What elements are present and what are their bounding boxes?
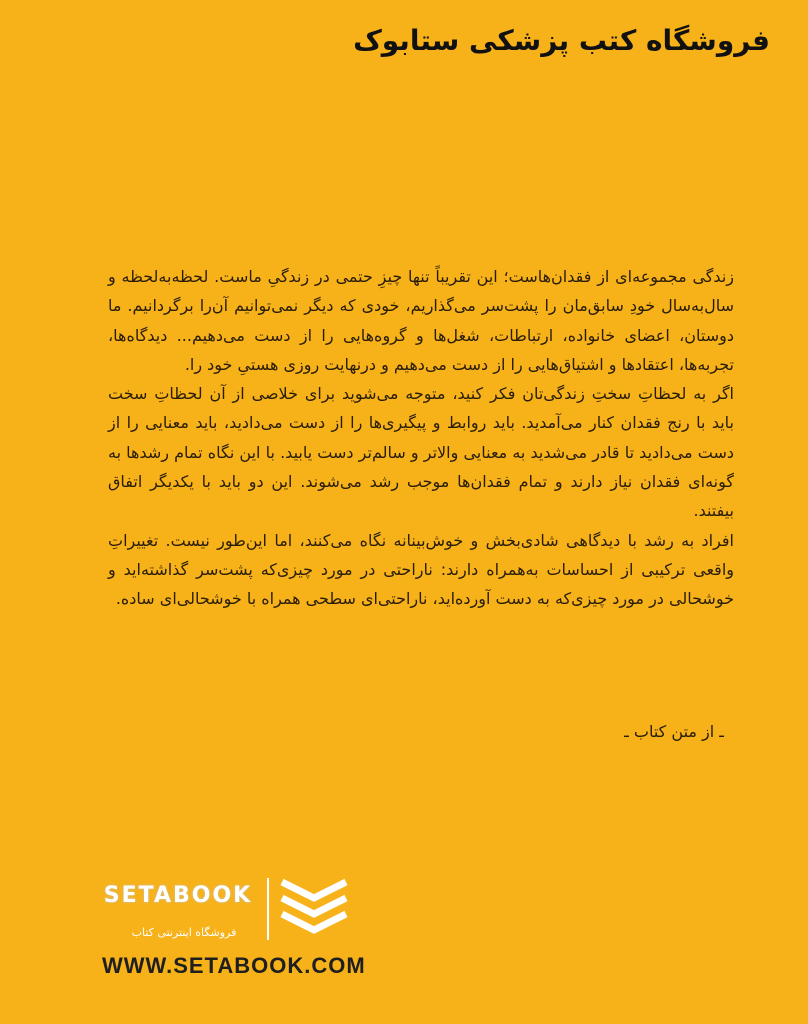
excerpt-paragraph: افراد به رشد با دیدگاهی شادی‌بخش و خوش‌بینانه نگاه می‌کنند، اما این‌طور نیست. تغییراتِ واقعی ترکیبی از احساسات به‌همراه دارند: ناراحتی در مورد چیزی‌که پشت‌سر گذاشته‌اید و خوشحالی در مورد چیزی‌که به دست آورده‌اید، ناراحتی‌ای سطحی همراه با خوشحالی‌ای ساده. (108, 530, 734, 609)
website-url[interactable]: WWW.SETABOOK.COM (102, 953, 366, 978)
excerpt-text (108, 262, 734, 614)
logo-wordmark: SETABOOK (103, 883, 253, 908)
logo-tagline: فروشگاه اینترنتی کتاب (131, 926, 237, 939)
excerpt-paragraph: زندگی مجموعه‌ای از فقدان‌هاست؛ این تقریباً تنها چیزِ حتمی در زندگیِ ماست. لحظه‌به‌لحظه و سال‌به‌سال خودِ سابق‌مان را پشت‌سر می‌گذاریم، خودی که دیگر نمی‌توانیم آن‌را برگردانیم. ما دوستان، اعضای خانواده، ارتباطات، شغل‌ها و گروه‌هایی را از دست می‌دهیم... دیدگاه‌ها، تجربه‌ها، اعتقادها و اشتیاق‌هایی را از دست می‌دهیم و درنهایت روزی هستیِ خود را. (108, 267, 734, 374)
source-note: ـ از متن کتاب ـ (624, 722, 724, 741)
store-title: فروشگاه کتب پزشکی ستابوک (353, 24, 770, 57)
excerpt-paragraph: اگر به لحظاتِ سختِ زندگی‌تان فکر کنید، متوجه می‌شوید برای خلاصی از آن لحظاتِ سخت باید با رنج فقدان کنار می‌آمدید. باید روابط و پیگیری‌ها را از دست می‌دادید، باید معنایی را از دست می‌دادید تا قادر می‌شدید به معنایی والاتر و سالم‌تر دست یابید. با این نگاه تمام رشدها به گونه‌ای فقدان نیاز دارند و تمام فقدان‌ها موجب رشد می‌شوند. این دو باید با یکدیگر اتفاق بیفتند. (108, 384, 734, 521)
setabook-logo (96, 874, 356, 944)
stacked-chevrons-icon (278, 876, 350, 940)
logo-divider (266, 878, 270, 940)
